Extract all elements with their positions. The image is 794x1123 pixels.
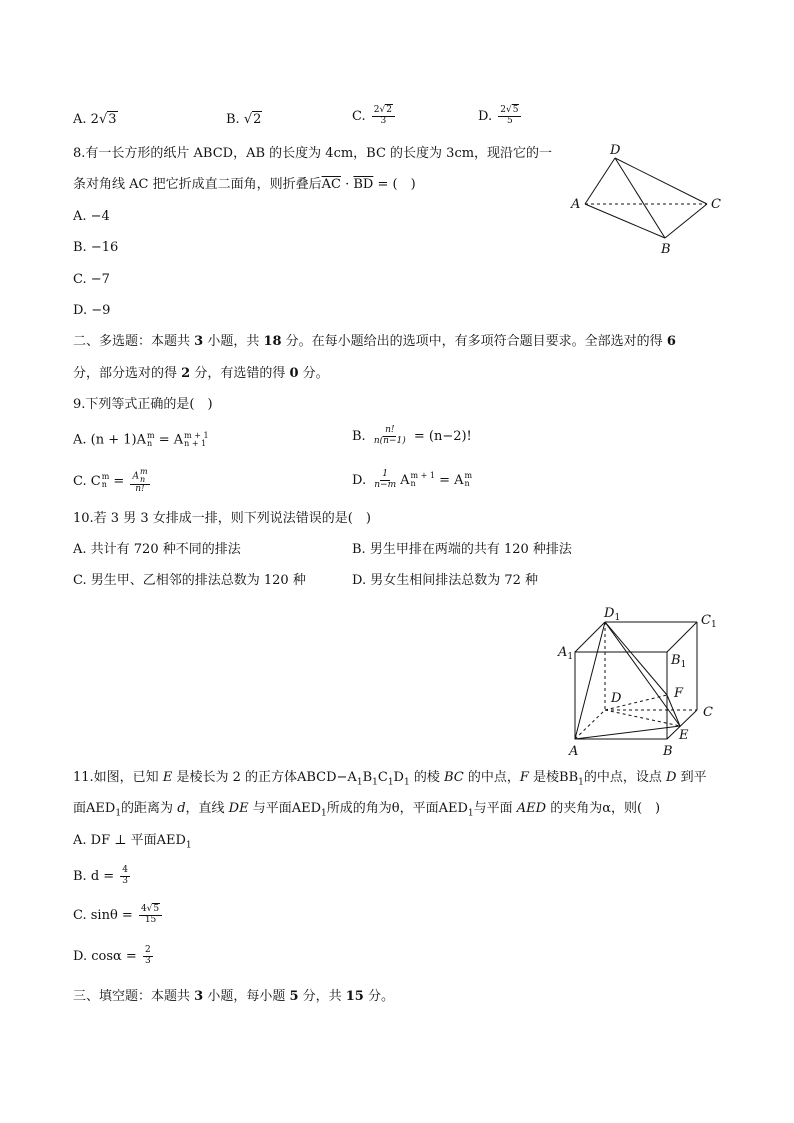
q8-fold-figure xyxy=(565,140,730,260)
section-2-header-line2: 分，部分选对的得 2 分，有选错的得 0 分。 xyxy=(73,366,329,381)
q11-option-d: D. cosα = $\frac{2}{3}$ xyxy=(73,945,151,966)
q11-cube-figure xyxy=(555,600,730,760)
q11-option-a: A. DF ⊥ 平面$AED_1$ xyxy=(73,833,192,851)
q10-stem: 10.若 3 男 3 女排成一排，则下列说法错误的是( ) xyxy=(73,511,371,526)
q9-stem: 9.下列等式正确的是( ) xyxy=(73,397,213,412)
q11-stem-line1: 11.如图，已知 E 是棱长为 2 的正方体$ABCD-A_1B_1C_1D_1$ 的棱 BC 的中点，F 是棱$BB_1$的中点，设点 D 到平 xyxy=(73,770,707,788)
q8-option-b: B. −16 xyxy=(73,240,119,255)
cube-label-a1: $A_1$ xyxy=(558,645,574,662)
section-2-header-line1: 二、多选题：本题共 3 小题，共 18 分。在每小题给出的选项中，有多项符合题目要求。全部选对的得 6 xyxy=(73,334,676,349)
q7-option-b: B. √2 xyxy=(226,112,262,127)
cube-label-c1: $C_1$ xyxy=(701,613,717,630)
q7-option-d: D. $\frac{2√5}{5}$ xyxy=(478,106,523,127)
q8-option-a: A. −4 xyxy=(73,209,110,224)
q7-option-a: A. 2√3 xyxy=(73,112,117,127)
q10-option-a: A. 共计有 720 种不同的排法 xyxy=(73,542,241,557)
cube-label-a: A xyxy=(569,744,579,759)
q11-option-c: C. sinθ = $\frac{4√5}{15}$ xyxy=(73,905,164,926)
q10-option-b: B. 男生甲排在两端的共有 120 种排法 xyxy=(352,542,572,557)
label-b: B xyxy=(661,242,671,257)
q9-option-a: A. (n + 1)A m n = A m + 1 n + 1 xyxy=(73,431,209,448)
cube-label-e: E xyxy=(679,728,689,743)
label-c: C xyxy=(711,197,721,212)
q10-option-c: C. 男生甲、乙相邻的排法总数为 120 种 xyxy=(73,573,306,588)
vector-ac: $\overline{AC}$ xyxy=(321,177,341,192)
q7-option-c: C. $\frac{2√2}{3}$ xyxy=(352,106,397,127)
label-d: D xyxy=(610,143,621,158)
cube-label-b: B xyxy=(663,744,673,759)
q8-option-d: D. −9 xyxy=(73,303,111,318)
cube-label-c: C xyxy=(703,705,713,720)
q9-option-d: D. $\frac{1}{n-m}$ A m + 1 n = A m n xyxy=(352,469,473,490)
q9-option-b: B. $\frac{n!}{n(n-1)}$ = (n−2)! xyxy=(352,425,472,446)
q9-option-c: C. C m n = A m n n! xyxy=(73,467,148,494)
cube-label-b1: $B_1$ xyxy=(671,653,687,670)
q8-stem-line2: 条对角线 AC 把它折成直二面角，则折叠后$\overline{AC} \cdot \overline{BD}$ = ( ) xyxy=(73,177,416,192)
q11-option-b: B. d = $\frac{4}{3}$ xyxy=(73,865,129,886)
q8-option-c: C. −7 xyxy=(73,272,110,287)
label-a: A xyxy=(571,197,581,212)
q11-stem-line2: 面$AED_1$的距离为 d，直线 DE 与平面$AED_1$所成的角为θ，平面$AED_1$与平面 AED 的夹角为α，则( ) xyxy=(73,801,661,819)
cube-label-d1: $D_1$ xyxy=(604,606,621,623)
q8-stem-line1: 8.有一长方形的纸片 ABCD，AB 的长度为 4cm，BC 的长度为 3cm，现沿它的一 xyxy=(73,146,553,161)
cube-label-d: D xyxy=(611,691,622,706)
cube-label-f: F xyxy=(674,686,684,701)
vector-bd: $\overline{BD}$ xyxy=(353,177,374,192)
section-3-header: 三、填空题：本题共 3 小题，每小题 5 分，共 15 分。 xyxy=(73,989,394,1004)
q10-option-d: D. 男女生相间排法总数为 72 种 xyxy=(352,573,539,588)
